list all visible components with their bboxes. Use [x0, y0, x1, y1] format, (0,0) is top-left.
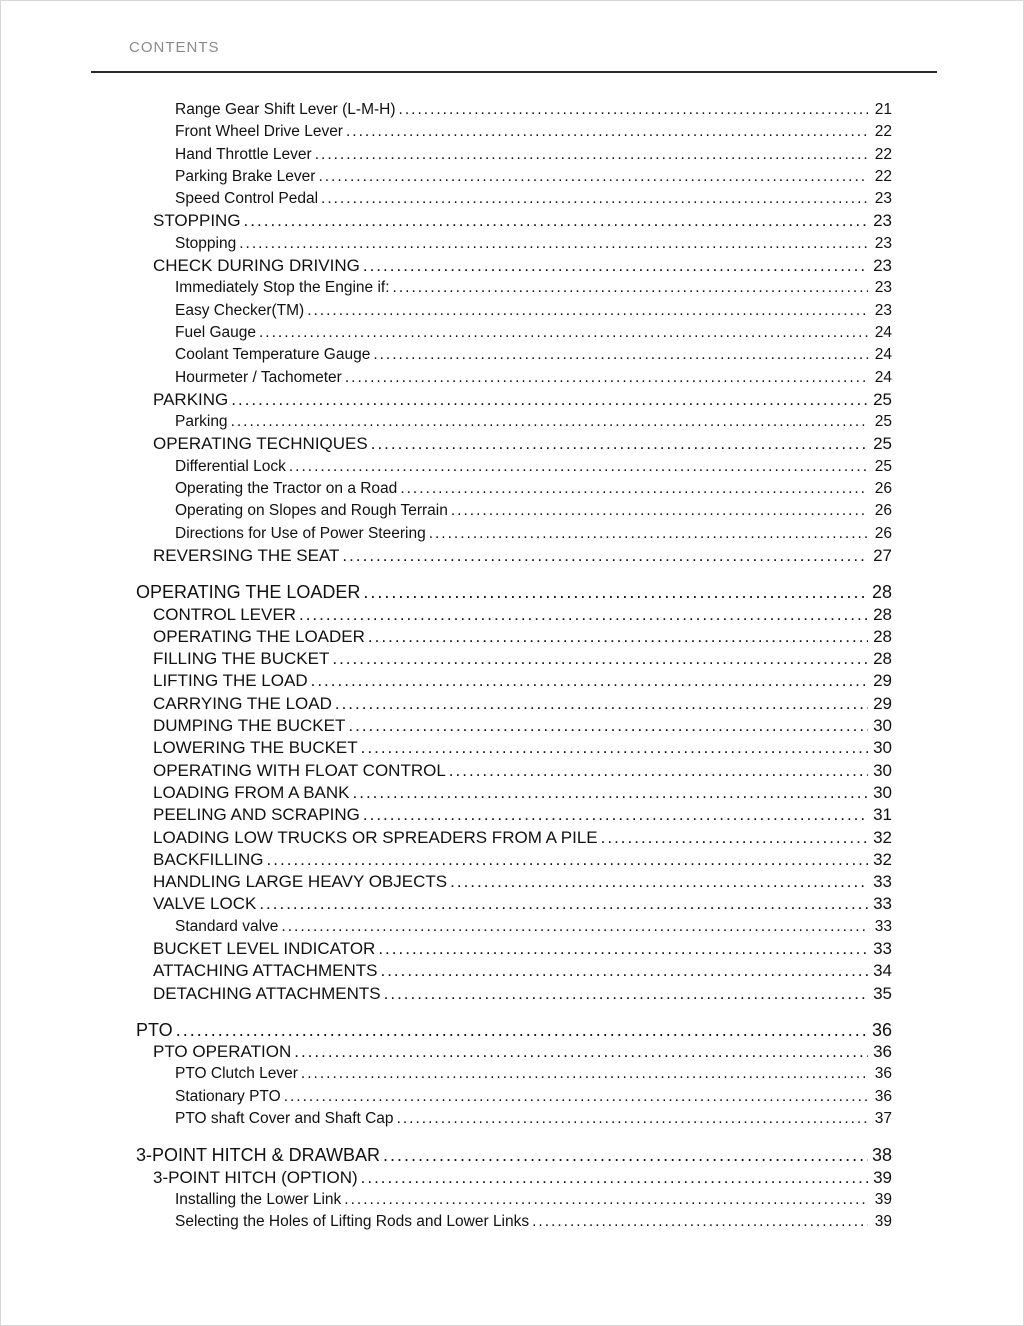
toc-entry-page: 26 [874, 480, 892, 498]
header-divider [91, 71, 937, 73]
toc-entry-label: LOADING LOW TRUCKS OR SPREADERS FROM A PILE [153, 827, 598, 847]
toc-entry-label: CHECK DURING DRIVING [153, 256, 360, 276]
toc-entry-page: 32 [873, 849, 892, 869]
toc-entry-page: 33 [873, 872, 892, 892]
toc-entry [136, 367, 892, 389]
toc-entry [136, 737, 892, 759]
toc-entry-label: Immediately Stop the Engine if: [175, 279, 390, 297]
toc-entry [136, 277, 892, 299]
toc-entry [136, 715, 892, 737]
toc-entry-page: 30 [873, 760, 892, 780]
toc-entry-label: LIFTING THE LOAD [153, 671, 308, 691]
dot-leader [176, 1019, 868, 1041]
toc-entry [136, 693, 892, 715]
dot-leader [397, 1108, 868, 1130]
dot-leader [429, 523, 868, 545]
dot-leader [289, 456, 868, 478]
toc-entry-page: 36 [874, 1087, 892, 1105]
toc-entry-page: 25 [874, 413, 892, 431]
toc-entry-label: PARKING [153, 389, 229, 409]
toc-entry-label: Standard valve [175, 917, 279, 935]
toc-entry [136, 166, 892, 188]
dot-leader [532, 1211, 868, 1233]
dot-leader [231, 411, 868, 433]
dot-leader [361, 1167, 868, 1189]
toc-entry [136, 411, 892, 433]
toc-entry [136, 456, 892, 478]
dot-leader [373, 344, 868, 366]
dot-leader [346, 121, 868, 143]
toc-entry-page: 39 [874, 1213, 892, 1231]
dot-leader [450, 871, 868, 893]
toc-entry-label: OPERATING THE LOADER [136, 582, 361, 603]
toc-entry-label: Stopping [175, 234, 237, 252]
toc-entry [136, 581, 892, 603]
toc-entry [136, 523, 892, 545]
toc-entry [136, 983, 892, 1005]
toc-entry [136, 960, 892, 982]
toc-entry-label: Fuel Gauge [175, 323, 256, 341]
dot-leader [393, 277, 868, 299]
dot-leader [399, 99, 868, 121]
dot-leader [335, 693, 868, 715]
toc-entry-page: 26 [874, 524, 892, 542]
dot-leader [299, 604, 868, 626]
dot-leader [384, 983, 868, 1005]
toc-entry-label: Easy Checker(TM) [175, 301, 305, 319]
toc-entry-label: PEELING AND SCRAPING [153, 805, 360, 825]
dot-leader [378, 938, 868, 960]
toc-entry [136, 545, 892, 567]
dot-leader [361, 737, 868, 759]
dot-leader [244, 210, 868, 232]
toc-entry-page: 22 [874, 145, 892, 163]
toc-entry [136, 604, 892, 626]
running-head-title: CONTENTS [129, 39, 220, 56]
toc-entry [136, 849, 892, 871]
toc-entry-page: 39 [874, 1190, 892, 1208]
toc-entry-label: LOWERING THE BUCKET [153, 738, 358, 758]
dot-leader [363, 255, 868, 277]
toc-entry-page: 31 [873, 805, 892, 825]
toc-entry-page: 33 [873, 894, 892, 914]
toc-entry-label: Parking Brake Lever [175, 167, 316, 185]
toc-entry-page: 33 [874, 917, 892, 935]
dot-leader [400, 478, 868, 500]
toc-entry [136, 916, 892, 938]
toc-list [136, 99, 892, 1234]
toc-entry-page: 21 [874, 101, 892, 118]
toc-entry [136, 782, 892, 804]
toc-entry-page: 29 [873, 693, 892, 713]
toc-entry-page: 35 [873, 983, 892, 1003]
toc-entry-page: 23 [873, 211, 892, 231]
toc-entry [136, 648, 892, 670]
dot-leader [345, 367, 868, 389]
dot-leader [383, 1144, 868, 1166]
dot-leader [353, 782, 869, 804]
toc-entry-label: PTO OPERATION [153, 1042, 292, 1062]
toc-entry-label: 3-POINT HITCH & DRAWBAR [136, 1145, 381, 1166]
dot-leader [307, 300, 868, 322]
toc-entry-page: 22 [874, 123, 892, 141]
toc-entry-page: 36 [874, 1065, 892, 1083]
toc-entry-label: STOPPING [153, 211, 241, 231]
toc-entry-label: Directions for Use of Power Steering [175, 524, 426, 542]
toc-entry [136, 255, 892, 277]
toc-entry-page: 23 [874, 190, 892, 208]
toc-entry [136, 144, 892, 166]
toc-entry [136, 760, 892, 782]
toc-entry [136, 1144, 892, 1166]
toc-entry-page: 23 [873, 256, 892, 276]
toc-entry [136, 210, 892, 232]
dot-leader [315, 144, 868, 166]
toc-entry [136, 1063, 892, 1085]
toc-entry-page: 25 [873, 389, 892, 409]
toc-entry-label: Front Wheel Drive Lever [175, 123, 343, 141]
toc-entry [136, 804, 892, 826]
toc-entry-label: Installing the Lower Link [175, 1190, 342, 1208]
toc-entry-label: CARRYING THE LOAD [153, 693, 332, 713]
toc-entry-page: 28 [871, 582, 892, 603]
dot-leader [371, 433, 868, 455]
toc-entry-label: Stationary PTO [175, 1087, 281, 1105]
toc-entry [136, 344, 892, 366]
toc-entry-page: 28 [873, 626, 892, 646]
toc-entry-page: 25 [873, 434, 892, 454]
toc-entry [136, 827, 892, 849]
dot-leader [259, 893, 868, 915]
toc-entry [136, 1086, 892, 1108]
toc-entry-page: 39 [873, 1167, 892, 1187]
toc-entry-page: 34 [873, 961, 892, 981]
dot-leader [231, 389, 868, 411]
dot-leader [451, 500, 868, 522]
toc-entry-page: 25 [874, 457, 892, 475]
toc-entry-label: Range Gear Shift Lever (L-M-H) [175, 101, 396, 118]
toc-entry [136, 1019, 892, 1041]
dot-leader [601, 827, 868, 849]
toc-entry [136, 1041, 892, 1063]
toc-entry-page: 23 [874, 301, 892, 319]
toc-entry-page: 30 [873, 738, 892, 758]
toc-entry [136, 322, 892, 344]
dot-leader [259, 322, 868, 344]
toc-entry-page: 24 [874, 346, 892, 364]
toc-entry-label: VALVE LOCK [153, 894, 257, 914]
toc-entry-page: 29 [873, 671, 892, 691]
toc-entry-page: 24 [874, 323, 892, 341]
dot-leader [368, 626, 868, 648]
toc-entry-label: Hand Throttle Lever [175, 145, 312, 163]
dot-leader [348, 715, 868, 737]
toc-entry-label: PTO shaft Cover and Shaft Cap [175, 1110, 394, 1128]
toc-entry-page: 28 [873, 604, 892, 624]
toc-entry-page: 30 [873, 782, 892, 802]
dot-leader [311, 670, 868, 692]
dot-leader [281, 916, 868, 938]
toc-entry-label: Selecting the Holes of Lifting Rods and Lower Links [175, 1213, 530, 1231]
dot-leader [284, 1086, 868, 1108]
toc-entry-page: 23 [874, 279, 892, 297]
toc-entry-label: ATTACHING ATTACHMENTS [153, 961, 378, 981]
toc-entry [136, 300, 892, 322]
toc-entry-page: 36 [871, 1019, 892, 1040]
toc-entry-label: DUMPING THE BUCKET [153, 716, 346, 736]
toc-entry [136, 871, 892, 893]
toc-entry-page: 37 [874, 1110, 892, 1128]
toc-entry [136, 893, 892, 915]
toc-entry-label: FILLING THE BUCKET [153, 649, 330, 669]
toc-entry [136, 433, 892, 455]
toc-entry [136, 938, 892, 960]
toc-entry-page: 36 [873, 1042, 892, 1062]
toc-entry-label: CONTROL LEVER [153, 604, 296, 624]
toc-entry [136, 1167, 892, 1189]
dot-leader [363, 804, 868, 826]
dot-leader [342, 545, 868, 567]
toc-entry [136, 188, 892, 210]
toc-entry-label: OPERATING THE LOADER [153, 626, 365, 646]
toc-entry [136, 500, 892, 522]
toc-entry [136, 1108, 892, 1130]
toc-entry-label: Differential Lock [175, 457, 286, 475]
toc-entry [136, 1189, 892, 1211]
toc-entry-page: 30 [873, 716, 892, 736]
toc-entry [136, 478, 892, 500]
toc-entry [136, 121, 892, 143]
toc-entry-label: PTO Clutch Lever [175, 1065, 298, 1083]
toc-entry-page: 32 [873, 827, 892, 847]
toc-entry-page: 33 [873, 938, 892, 958]
dot-leader [449, 760, 868, 782]
toc-entry-label: PTO [136, 1019, 173, 1040]
toc-entry-label: BACKFILLING [153, 849, 264, 869]
toc-entry-label: HANDLING LARGE HEAVY OBJECTS [153, 872, 448, 892]
dot-leader [344, 1189, 868, 1211]
toc-entry [136, 389, 892, 411]
toc-entry-label: BUCKET LEVEL INDICATOR [153, 938, 376, 958]
toc-entry [136, 233, 892, 255]
toc-entry-label: Parking [175, 413, 228, 431]
dot-leader [380, 960, 868, 982]
toc-entry [136, 1211, 892, 1233]
toc-entry-label: Coolant Temperature Gauge [175, 346, 371, 364]
toc-entry-label: LOADING FROM A BANK [153, 782, 350, 802]
toc-entry-label: Operating the Tractor on a Road [175, 480, 398, 498]
toc-entry-page: 22 [874, 167, 892, 185]
toc-entry [136, 626, 892, 648]
toc-entry-label: OPERATING WITH FLOAT CONTROL [153, 760, 446, 780]
dot-leader [332, 648, 868, 670]
toc-entry-label: REVERSING THE SEAT [153, 545, 340, 565]
toc-entry-label: Speed Control Pedal [175, 190, 319, 208]
toc-entry-page: 27 [873, 545, 892, 565]
dot-leader [239, 233, 868, 255]
dot-leader [321, 188, 868, 210]
dot-leader [318, 166, 868, 188]
dot-leader [294, 1041, 868, 1063]
toc-entry-label: 3-POINT HITCH (OPTION) [153, 1167, 358, 1187]
toc-entry-label: DETACHING ATTACHMENTS [153, 983, 381, 1003]
toc-entry [136, 99, 892, 121]
toc-entry-page: 24 [874, 368, 892, 386]
toc-entry-page: 38 [871, 1145, 892, 1166]
toc-entry-label: Hourmeter / Tachometer [175, 368, 342, 386]
toc-entry-page: 23 [874, 234, 892, 252]
dot-leader [301, 1063, 868, 1085]
toc-entry-page: 28 [873, 649, 892, 669]
dot-leader [267, 849, 868, 871]
toc-entry-label: OPERATING TECHNIQUES [153, 434, 368, 454]
toc-entry-label: Operating on Slopes and Rough Terrain [175, 502, 448, 520]
dot-leader [363, 581, 868, 603]
toc-entry-page: 26 [874, 502, 892, 520]
toc-entry [136, 670, 892, 692]
